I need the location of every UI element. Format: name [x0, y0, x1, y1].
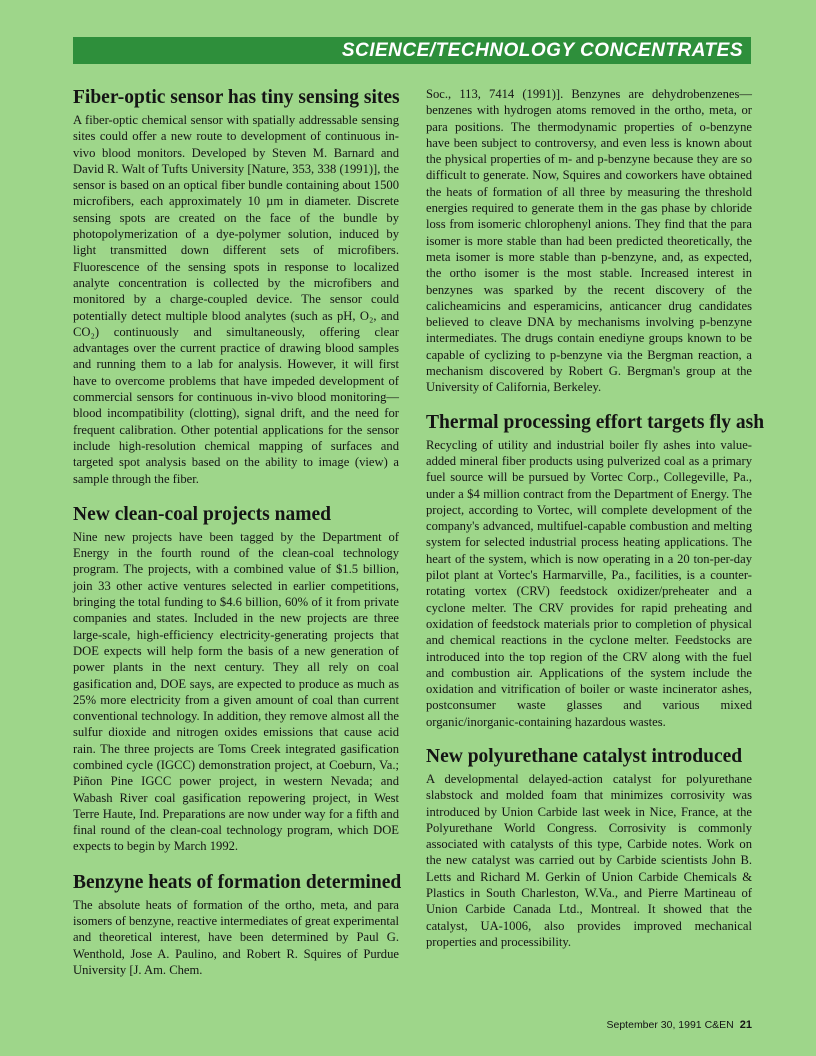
article-body: Nine new projects have been tagged by the Department of Energy in the fourth round of the clean-coal technology program. The projects, with a combined value of $1.5 billion, join 33 other active ventures selected in earlier competitions, bringing the total funding to $4.6 billion, 60% of it from private companies and states. Included in the new projects are three large-scale, high-efficiency electricity-generating projects that DOE expects will help form the basis of a new generation of power plants in the next century. They all rely on coal gasification and, DOE says, are expected to produce as much as 25% more electricity from a given amount of coal than current conventional technology. In addition, they remove almost all the sulfur dioxide and nitrogen oxides emissions that cause acid rain. The three projects are Toms Creek integrated gasification combined cycle (IGCC) demonstration project, at Coeburn, Va.; Piñon Pine IGCC power project, in western Nevada; and Wabash River coal gasification repowering project, in West Terre Haute, Ind. Preparations are now under way for a fifth and final round of the clean-coal technology program, which DOE expects to begin by March 1992. [73, 529, 399, 854]
article-headline: New clean-coal projects named [73, 503, 331, 525]
article-benzyne [73, 871, 402, 978]
article-benzyne-continued [426, 86, 752, 396]
article-headline: New polyurethane catalyst introduced [426, 745, 743, 767]
article-fiber-optic [73, 86, 399, 487]
article-body: A fiber-optic chemical sensor with spatially addressable sensing sites could offer a new route to development of continuous in-vivo blood monitors. Developed by Steven M. Barnard and David R. Walt of Tufts University [Nature, 353, 338 (1991)], the sensor is based on an optical fiber bundle containing about 1500 microfibers, each approximately 10 µm in diameter. Discrete sensing spots are created on the face of the bundle by photopolymerization of a dye-polymer solution, induced by light transmitted down different sets of microfibers. Fluorescence of the sensing spots in response to localized analyte concentration is collected by the microfibers and monitored by a charge-coupled device. The sensor could potentially detect multiple blood analytes (such as pH, O₂, and CO₂) continuously and simultaneously, offering clear advantages over the current practice of drawing blood samples and running them to a lab for analysis. However, it will first have to overcome problems that have impeded development of commercial sensors for continuous in-vivo blood monitoring—blood incompatibility (clotting), signal drift, and the need for frequent calibration. Other potential applications for the sensor include high-resolution chemical mapping of surfaces and targeted spot analysis based on the ability to image (view) a sample through the fiber. [73, 113, 399, 486]
footer-dateline: September 30, 1991 C&EN [606, 1019, 734, 1031]
article-fly-ash [426, 411, 765, 730]
left-column [73, 86, 402, 978]
right-column [426, 86, 765, 950]
section-title: SCIENCE/TECHNOLOGY CONCENTRATES [341, 39, 743, 61]
page-footer [607, 1019, 753, 1031]
article-clean-coal [73, 503, 399, 855]
article-body: Recycling of utility and industrial boiler fly ashes into value-added mineral fiber products using pulverized coal as a primary fuel source will be pursued by Vortec Corp., Collegeville, Pa., under a $4 million contract from the Department of Energy. The project, according to Vortec, will complete development of the company's advanced, multifuel-capable combustion and melting system for selected industrial process heating applications. The heart of the system, which is now operating in a 20 ton-per-day pilot plant at Vortec's Harmarville, Pa., facilities, is a counter-rotating vortex (CRV) feedstock oxidizer/preheater and a cyclone melter. The CRV provides for rapid preheating and oxidation of feedstock materials prior to completion of physical and chemical reactions in the cyclone melter. Feedstocks are introduced into the top region of the CRV along with the fuel and combustion air. Applications of the system include the oxidation and vitrification of boiler or waste incinerator ashes, postconsumer waste glasses and various mixed organic/inorganic-containing hazardous wastes. [426, 437, 752, 729]
article-body-continued: Soc., 113, 7414 (1991)]. Benzynes are dehydrobenzenes—benzenes with hydrogen atoms removed in the ortho, meta, or para positions. The thermodynamic properties of o-benzyne have been subject to controversy, and even less is known about the physical properties of m- and p-benzyne because they are so difficult to generate. Now, Squires and coworkers have obtained the heats of formation of all three by measuring the threshold energies required to generate them in the gas phase by chloride loss from isomeric chlorophenyl anions. They find that the para isomer is more stable than had been predicted theoretically, the meta isomer is more stable than p-benzyne, and, as expected, the ortho isomer is the most stable. Increased interest in benzynes was sparked by the recent discovery of the calicheamicins and esperamicins, anticancer drug candidates believed to cleave DNA by mechanisms involving p-benzyne intermediates. The drugs contain enediyne groups known to be capable of cyclizing to p-benzyne via the Bergman reaction, a mechanism discovered by Robert G. Bergman's group at the University of California, Berkeley. [426, 87, 752, 395]
article-headline: Thermal processing effort targets fly ash [426, 411, 765, 433]
article-body: A developmental delayed-action catalyst for polyurethane slabstock and molded foam that minimizes corrosivity was introduced by Union Carbide last week in Nice, France, at the Polyurethane World Congress. Corrosivity is commonly associated with catalysts of this type, Carbide notes. Work on the new catalyst was carried out by Carbide scientists John B. Letts and Richard M. Gerkin of Union Carbide Chemicals & Plastics in South Charleston, W.Va., and Pierre Martineau of Union Carbide Canada Ltd., Montreal. It showed that the catalyst, UA-1006, also provides improved mechanical properties and processibility. [426, 771, 752, 949]
article-body: The absolute heats of formation of the ortho, meta, and para isomers of benzyne, reactive intermediates of great experimental and theoretical interest, have been determined by Paul G. Wenthold, Jose A. Paulino, and Robert R. Squires of Purdue University [J. Am. Chem. [73, 897, 399, 977]
article-polyurethane [426, 745, 752, 950]
article-headline: Fiber-optic sensor has tiny sensing sites [73, 87, 400, 108]
section-banner [73, 37, 751, 64]
page-number: 21 [739, 1019, 752, 1031]
article-headline: Benzyne heats of formation determined [73, 871, 402, 893]
